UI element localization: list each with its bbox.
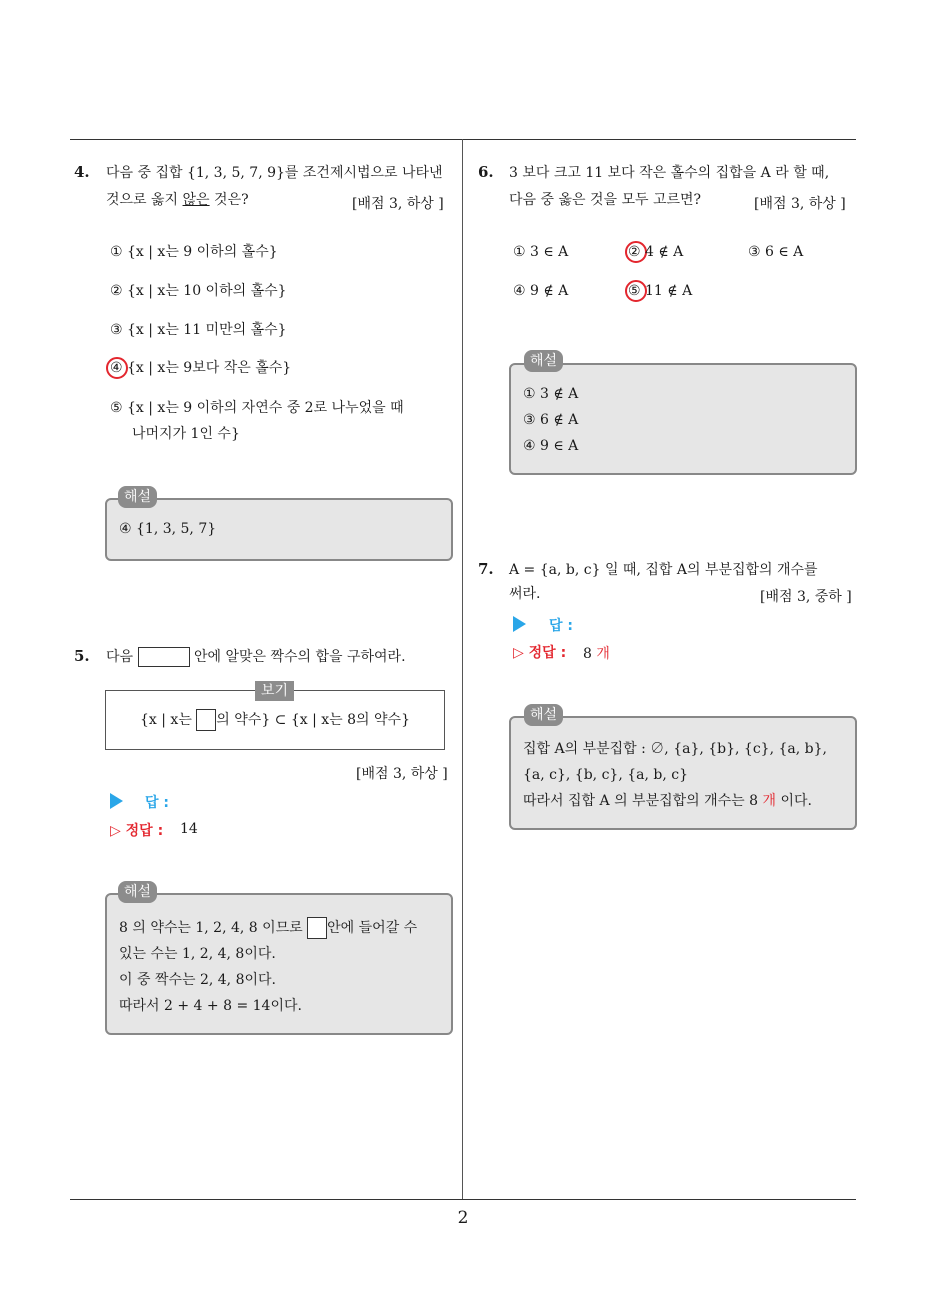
q5-correct-value: 14 [180,821,198,837]
q4-option-5-cont: 나머지가 1인 수} [132,426,240,442]
q7-line2: 써라. [509,586,541,602]
q6-option-5[interactable]: ⑤ 11 ∉ A [628,283,693,299]
q4-number: 4. [74,163,90,181]
q5-blank-box [138,647,190,667]
page-number: 2 [457,1208,469,1228]
q6-score: [배점 3, 하상 ] [754,196,846,212]
q7-solution-line3: 따라서 집합 A 의 부분집합의 개수는 8 개 이다. [523,793,812,809]
q7-answer-label: 답 : [549,618,573,634]
q5-bogi-label: 보기 [255,681,294,701]
q7-answer-arrow-icon [513,616,526,632]
q4-solution-text: ④ {1, 3, 5, 7} [119,521,217,537]
q6-line2: 다음 중 옳은 것을 모두 고르면? [509,192,702,208]
q5-text: 다음 안에 알맞은 짝수의 합을 구하여라. [106,649,406,665]
q6-option-4[interactable]: ④ 9 ∉ A [513,283,569,299]
q7-solution-label: 해설 [524,704,563,726]
q5-solution-label: 해설 [118,881,157,903]
q7-correct-value: 8 개 [583,646,610,662]
q4-option-1[interactable]: ① {x | x는 9 이하의 홀수} [110,244,278,260]
q6-option-2[interactable]: ② 4 ∉ A [628,244,684,260]
q6-option-1[interactable]: ① 3 ∈ A [513,244,569,260]
bottom-rule [70,1199,856,1200]
q5-solution-line3: 이 중 짝수는 2, 4, 8이다. [119,972,276,988]
q7-correct-label: ▷ 정답 : [513,645,567,661]
q7-solution-line2: {a, c}, {b, c}, {a, b, c} [523,767,688,783]
q4-solution-label: 해설 [118,486,157,508]
q7-score: [배점 3, 중하 ] [760,589,852,605]
q5-solution-box [105,893,453,1035]
q5-number: 5. [74,647,90,665]
q5-score: [배점 3, 하상 ] [356,766,448,782]
q4-line1: 다음 중 집합 {1, 3, 5, 7, 9}를 조건제시법으로 나타낸 [106,165,443,181]
q5-correct-label: ▷ 정답 : [110,823,164,839]
q5-bogi-blank [196,709,216,731]
q7-solution-line1: 집합 A의 부분집합 : ∅, {a}, {b}, {c}, {a, b}, [523,741,827,757]
q5-answer-label: 답 : [145,795,169,811]
q4-option-4[interactable]: ④ {x | x는 9보다 작은 홀수} [110,360,292,376]
q4-solution-box [105,498,453,561]
q6-solution-box [509,363,857,475]
q5-solution-line4: 따라서 2 + 4 + 8 = 14이다. [119,998,302,1014]
q5-solution-line1: 8 의 약수는 1, 2, 4, 8 이므로 안에 들어갈 수 [119,915,417,941]
q6-line1: 3 보다 크고 11 보다 작은 홀수의 집합을 A 라 할 때, [509,165,830,181]
q4-option-3[interactable]: ③ {x | x는 11 미만의 홀수} [110,322,287,338]
q6-solution-line2: ③ 6 ∉ A [523,412,579,428]
q4-option-5[interactable]: ⑤ {x | x는 9 이하의 자연수 중 2로 나누었을 때 [110,400,404,416]
q6-solution-line3: ④ 9 ∈ A [523,438,579,454]
q6-solution-line1: ① 3 ∉ A [523,386,579,402]
q5-bogi-content: {x | x는 의 약수} ⊂ {x | x는 8의 약수} [106,709,444,731]
q4-option-2[interactable]: ② {x | x는 10 이하의 홀수} [110,283,287,299]
q4-score: [배점 3, 하상 ] [352,196,444,212]
q5-solution-blank [307,917,327,939]
q4-underlined-word: 않은 [182,192,210,208]
q6-solution-label: 해설 [524,350,563,372]
column-divider [462,139,463,1200]
q5-answer-arrow-icon [110,793,123,809]
q6-option-3[interactable]: ③ 6 ∈ A [748,244,804,260]
q7-line1: A = {a, b, c} 일 때, 집합 A의 부분집합의 개수를 [509,562,818,578]
q7-solution-box [509,716,857,830]
q6-number: 6. [478,163,494,181]
q5-solution-line2: 있는 수는 1, 2, 4, 8이다. [119,946,276,962]
q4-line2: 것으로 옳지 않은 것은? [106,192,249,208]
top-rule [70,139,856,140]
q7-number: 7. [478,560,494,578]
